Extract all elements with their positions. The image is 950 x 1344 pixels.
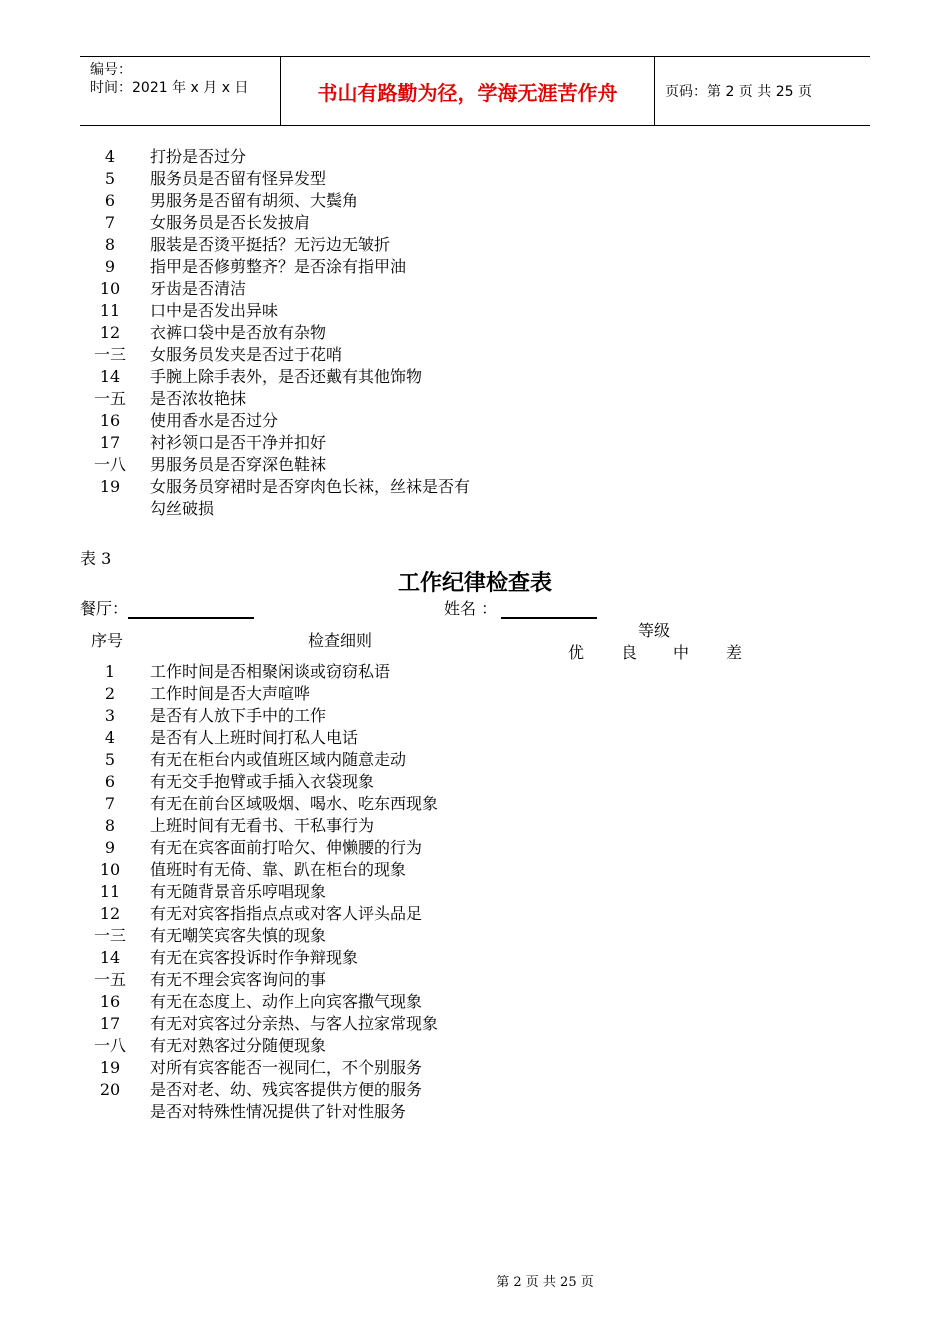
list-item (80, 234, 640, 256)
item-number: 2 (104, 684, 116, 703)
item-text: 有无在宾客面前打哈欠、伸懒腰的行为 (150, 838, 423, 857)
item-number: 16 (99, 992, 121, 1011)
list-item (80, 661, 640, 683)
item-number: 16 (99, 411, 121, 430)
item-text: 衬衫领口是否干净并扣好 (150, 433, 327, 452)
list-item (80, 344, 640, 366)
list-item (80, 683, 640, 705)
item-number: 1 (104, 662, 116, 681)
item-text: 有无交手抱臂或手插入衣袋现象 (150, 772, 375, 791)
motto: 书山有路勤为径，学海无涯苦作舟 (281, 57, 655, 125)
list-item (80, 212, 640, 234)
page-header (80, 56, 870, 126)
list-item (80, 705, 640, 727)
list-item (80, 410, 640, 432)
item-text: 有无嘲笑宾客失慎的现象 (150, 926, 327, 945)
header-meta-cell (80, 57, 281, 125)
list-item (80, 300, 640, 322)
item-number: 10 (99, 860, 121, 879)
item-text: 有无对宾客过分亲热、与客人拉家常现象 (150, 1014, 439, 1033)
item-text: 上班时间有无看书、干私事行为 (150, 816, 375, 835)
item-text: 女服务员发夹是否过于花哨 (150, 345, 343, 364)
restaurant-label: 餐厅： (80, 599, 129, 618)
column-header-no: 序号 (91, 631, 124, 650)
column-header-grade: 等级 (638, 621, 671, 640)
appearance-checklist (80, 146, 640, 520)
list-item (80, 881, 640, 903)
list-item (80, 749, 640, 771)
item-text: 女服务员是否长发披肩 (150, 213, 311, 232)
item-text: 打扮是否过分 (150, 147, 247, 166)
item-text: 有无在态度上、动作上向宾客撒气现象 (150, 992, 423, 1011)
name-blank (501, 601, 597, 619)
item-number: 19 (99, 1058, 121, 1077)
item-number: 一八 (93, 455, 126, 474)
list-item (80, 432, 640, 454)
list-item (80, 947, 640, 969)
item-number: 9 (104, 257, 116, 276)
list-item (80, 366, 640, 388)
item-text: 是否对特殊性情况提供了针对性服务 (150, 1102, 407, 1121)
item-number: 17 (99, 433, 121, 452)
item-number: 4 (104, 728, 116, 747)
item-number: 20 (99, 1080, 121, 1099)
list-item (80, 727, 640, 749)
item-text: 服装是否烫平挺括？无污边无皱折 (150, 235, 391, 254)
item-number: 一五 (93, 970, 126, 989)
item-number: 一三 (93, 345, 126, 364)
restaurant-field (80, 596, 254, 619)
item-number: 14 (99, 367, 121, 386)
item-text: 衣裤口袋中是否放有杂物 (150, 323, 327, 342)
grade-good: 良 (621, 643, 638, 662)
item-text: 勾丝破损 (150, 499, 215, 518)
list-item (80, 168, 640, 190)
item-text: 是否对老、幼、残宾客提供方便的服务 (150, 1080, 423, 1099)
item-text: 对所有宾客能否一视同仁，不个别服务 (150, 1058, 423, 1077)
item-text: 有无在前台区域吸烟、喝水、吃东西现象 (150, 794, 439, 813)
item-text: 有无对熟客过分随便现象 (150, 1036, 327, 1055)
item-text: 有无在宾客投诉时作争辩现象 (150, 948, 359, 967)
item-number: 5 (104, 169, 116, 188)
list-item (80, 859, 640, 881)
page-code: 页码：第 2 页 共 25 页 (665, 84, 812, 100)
list-item (80, 498, 640, 520)
item-number: 8 (104, 235, 116, 254)
item-number: 7 (104, 794, 116, 813)
item-number: 8 (104, 816, 116, 835)
item-number: 6 (104, 191, 116, 210)
item-number: 9 (104, 838, 116, 857)
page-footer: 第 2 页 共 25 页 (496, 1275, 594, 1290)
list-item (80, 278, 640, 300)
column-header-item: 检查细则 (308, 631, 373, 650)
item-number: 5 (104, 750, 116, 769)
list-item (80, 771, 640, 793)
list-item (80, 1101, 640, 1123)
list-item (80, 903, 640, 925)
list-item (80, 256, 640, 278)
item-number: 一八 (93, 1036, 126, 1055)
table-title: 工作纪律检查表 (397, 571, 552, 596)
list-item (80, 146, 640, 168)
list-item (80, 1057, 640, 1079)
item-number: 一三 (93, 926, 126, 945)
list-item (80, 815, 640, 837)
item-number: 17 (99, 1014, 121, 1033)
list-item (80, 1079, 640, 1101)
item-number: 4 (104, 147, 116, 166)
item-number: 19 (99, 477, 121, 496)
item-number: 7 (104, 213, 116, 232)
item-text: 值班时有无倚、靠、趴在柜台的现象 (150, 860, 407, 879)
item-text: 女服务员穿裙时是否穿肉色长袜，丝袜是否有 (150, 477, 471, 496)
item-text: 手腕上除手表外，是否还戴有其他饰物 (150, 367, 423, 386)
list-item (80, 190, 640, 212)
item-number: 6 (104, 772, 116, 791)
list-item (80, 925, 640, 947)
item-text: 是否浓妆艳抹 (150, 389, 247, 408)
time-label: 时间：2021 年 x 月 x 日 (90, 80, 249, 96)
grade-poor: 差 (726, 643, 743, 662)
item-text: 有无不理会宾客询问的事 (150, 970, 327, 989)
item-number: 14 (99, 948, 121, 967)
item-text: 男服务是否留有胡须、大鬓角 (150, 191, 359, 210)
list-item (80, 991, 640, 1013)
grade-excellent: 优 (568, 643, 585, 662)
item-text: 是否有人上班时间打私人电话 (150, 728, 359, 747)
list-item (80, 837, 640, 859)
item-text: 男服务员是否穿深色鞋袜 (150, 455, 327, 474)
name-field (444, 596, 597, 619)
list-item (80, 476, 640, 498)
list-item (80, 1013, 640, 1035)
list-item (80, 1035, 640, 1057)
restaurant-blank (128, 601, 254, 619)
item-number: 一五 (93, 389, 126, 408)
item-text: 是否有人放下手中的工作 (150, 706, 327, 725)
item-text: 工作时间是否大声喧哗 (150, 684, 311, 703)
table-label: 表 3 (80, 549, 112, 568)
serial-label: 编号： (90, 62, 132, 78)
list-item (80, 969, 640, 991)
item-text: 有无随背景音乐哼唱现象 (150, 882, 327, 901)
item-text: 使用香水是否过分 (150, 411, 279, 430)
item-text: 指甲是否修剪整齐？是否涂有指甲油 (150, 257, 407, 276)
grade-fair: 中 (673, 643, 690, 662)
name-label: 姓名 ： (444, 599, 498, 618)
item-text: 工作时间是否相聚闲谈或窃窃私语 (150, 662, 391, 681)
item-number: 3 (104, 706, 116, 725)
item-number: 12 (99, 323, 121, 342)
discipline-checklist (80, 661, 640, 1123)
item-text: 牙齿是否清洁 (150, 279, 247, 298)
list-item (80, 454, 640, 476)
list-item (80, 388, 640, 410)
item-text: 口中是否发出异味 (150, 301, 279, 320)
item-text: 有无对宾客指指点点或对客人评头品足 (150, 904, 423, 923)
list-item (80, 322, 640, 344)
item-text: 有无在柜台内或值班区域内随意走动 (150, 750, 407, 769)
item-number: 10 (99, 279, 121, 298)
item-number: 12 (99, 904, 121, 923)
item-text: 服务员是否留有怪异发型 (150, 169, 327, 188)
item-number: 11 (99, 301, 121, 320)
item-number: 11 (99, 882, 121, 901)
list-item (80, 793, 640, 815)
